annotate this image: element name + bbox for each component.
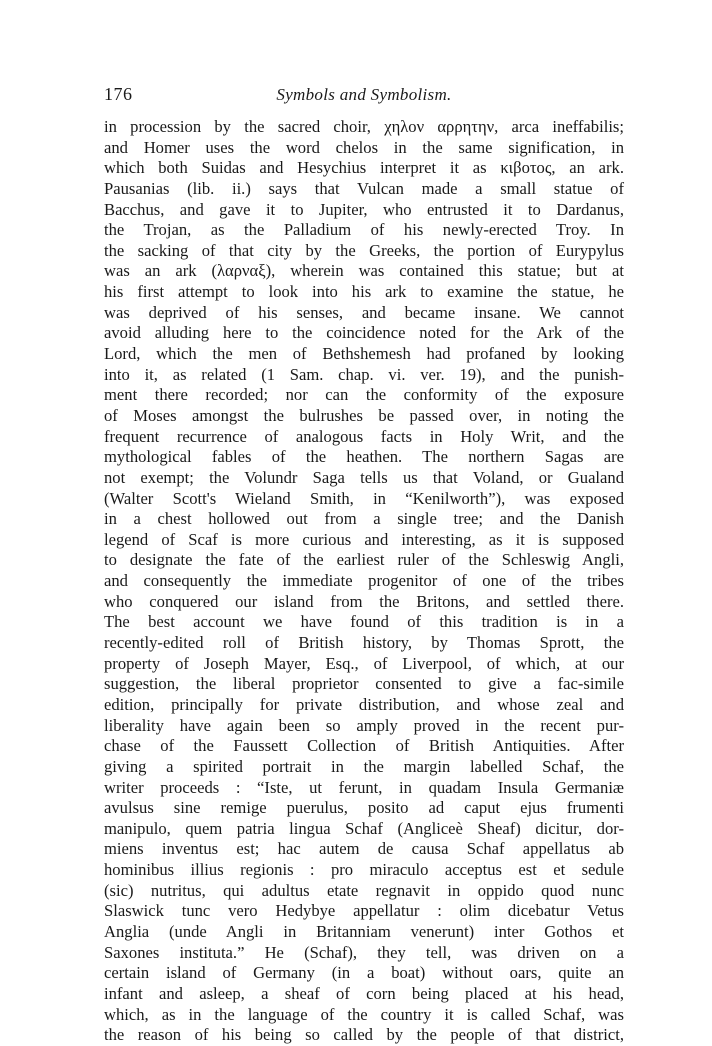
text-line: frequent recurrence of analogous facts in Holy Writ, and the [104,426,624,446]
text-line: was an ark (λαρναξ), wherein was contained this statue; but at [104,261,624,281]
text-line: ment there recorded; nor can the conformity of the exposure [104,385,624,405]
page-header [104,84,624,110]
text-line: edition, principally for private distribution, and whose zeal and [104,694,624,714]
text-line: Saxones instituta.” He (Schaf), they tell, was driven on a [104,942,624,962]
text-line: in a chest hollowed out from a single tree; and the Danish [104,509,624,529]
text-line: manipulo, quem patria lingua Schaf (Angliceè Sheaf) dicitur, dor- [104,818,624,838]
text-line: the Trojan, as the Palladium of his newly-erected Troy. In [104,220,624,240]
text-line: the reason of his being so called by the people of that district, [104,1025,624,1045]
text-line: hominibus illius regionis : pro miraculo acceptus est et sedule [104,860,624,880]
running-title: Symbols and Symbolism. [276,85,452,104]
text-line: Pausanias (lib. ii.) says that Vulcan made a small statue of [104,178,624,198]
text-line: legend of Scaf is more curious and interesting, as it is supposed [104,529,624,549]
text-line: of Moses amongst the bulrushes be passed over, in noting the [104,405,624,425]
text-line: avulsus sine remige puerulus, posito ad caput ejus frumenti [104,798,624,818]
text-line: (Walter Scott's Wieland Smith, in “Kenilworth”), was exposed [104,488,624,508]
page-number: 176 [104,84,133,104]
text-line: infant and asleep, a sheaf of corn being placed at his head, [104,983,624,1003]
text-line: (sic) nutritus, qui adultus etate regnavit in oppido quod nunc [104,880,624,900]
text-line: and consequently the immediate progenitor of one of the tribes [104,571,624,591]
text-line: who conquered our island from the Britons, and settled there. [104,591,624,611]
text-line: avoid alluding here to the coincidence noted for the Ark of the [104,323,624,343]
text-line: not exempt; the Volundr Saga tells us that Voland, or Gualand [104,467,624,487]
text-line: Anglia (unde Angli in Britanniam venerunt) inter Gothos et [104,921,624,941]
body-text [104,117,624,1046]
text-line: his first attempt to look into his ark to examine the statue, he [104,282,624,302]
text-line: into it, as related (1 Sam. chap. vi. ver. 19), and the punish- [104,364,624,384]
text-line: the sacking of that city by the Greeks, the portion of Eurypylus [104,240,624,260]
text-line: property of Joseph Mayer, Esq., of Liverpool, of which, at our [104,653,624,673]
text-line: writer proceeds : “Iste, ut ferunt, in quadam Insula Germaniæ [104,777,624,797]
text-line: which, as in the language of the country it is called Schaf, was [104,1004,624,1024]
text-line: Bacchus, and gave it to Jupiter, who entrusted it to Dardanus, [104,199,624,219]
text-line: which both Suidas and Hesychius interpret it as κιβοτος, an ark. [104,158,624,178]
text-line: chase of the Faussett Collection of British Antiquities. After [104,736,624,756]
text-line: miens inventus est; hac autem de causa Schaf appellatus ab [104,839,624,859]
text-line: suggestion, the liberal proprietor consented to give a fac-simile [104,674,624,694]
text-line: recently-edited roll of British history, by Thomas Sprott, the [104,633,624,653]
text-line: mythological fables of the heathen. The northern Sagas are [104,447,624,467]
text-line: liberality have again been so amply proved in the recent pur- [104,715,624,735]
text-line: and Homer uses the word chelos in the same signification, in [104,137,624,157]
text-line: Lord, which the men of Bethshemesh had profaned by looking [104,344,624,364]
text-line: giving a spirited portrait in the margin labelled Schaf, the [104,756,624,776]
text-line: in procession by the sacred choir, χηλον αρρητην, arca ineffabilis; [104,117,624,136]
text-line: was deprived of his senses, and became insane. We cannot [104,302,624,322]
text-line: certain island of Germany (in a boat) without oars, quite an [104,963,624,983]
text-line: Slaswick tunc vero Hedybye appellatur : olim dicebatur Vetus [104,901,624,921]
text-line: to designate the fate of the earliest ruler of the Schleswig Angli, [104,550,624,570]
text-line: The best account we have found of this tradition is in a [104,612,624,632]
